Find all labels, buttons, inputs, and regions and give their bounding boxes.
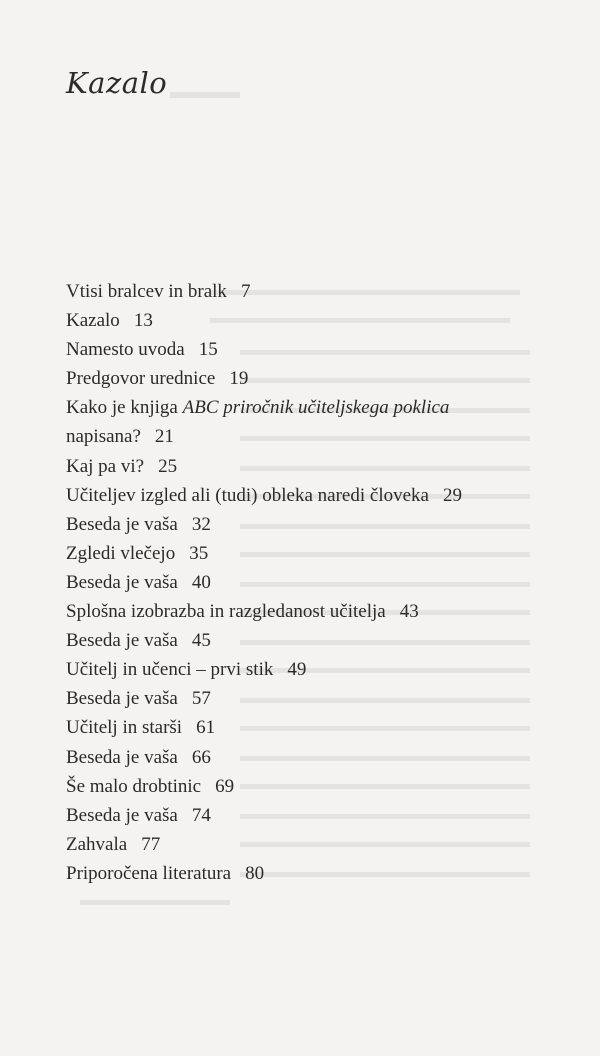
toc-entry-title: Še malo drobtinic bbox=[66, 775, 202, 797]
toc-entry-page: 7 bbox=[240, 281, 251, 302]
toc-entry-page: 61 bbox=[196, 717, 216, 739]
toc-entry-title: Učitelj in starši bbox=[66, 717, 183, 739]
toc-entry bbox=[66, 306, 566, 335]
toc-entry-title: napisana? bbox=[66, 426, 141, 448]
toc-entry-page: 13 bbox=[133, 310, 153, 332]
toc-entry-title: Zahvala bbox=[66, 833, 128, 855]
toc-entry-title: Kaj pa vi? bbox=[66, 455, 145, 477]
toc-entry bbox=[66, 364, 566, 393]
toc-entry bbox=[66, 452, 566, 481]
toc-entry-title: Beseda je vaša bbox=[66, 746, 178, 768]
toc-entry-title: Zgledi vlečejo bbox=[66, 542, 176, 564]
toc-entry bbox=[66, 772, 566, 801]
toc-entry bbox=[66, 801, 566, 830]
toc-entry-page: 77 bbox=[141, 833, 161, 855]
toc-entry-page: 69 bbox=[215, 775, 235, 797]
toc-entry-page: 80 bbox=[245, 862, 265, 884]
toc-entry bbox=[66, 655, 566, 684]
toc-entry bbox=[66, 335, 566, 364]
toc-entry-page: 15 bbox=[198, 339, 218, 361]
toc-entry-page: 43 bbox=[399, 601, 419, 623]
toc-entry bbox=[66, 539, 566, 568]
toc-entry-title: Beseda je vaša bbox=[66, 804, 178, 826]
toc-entry-page: 35 bbox=[189, 542, 209, 564]
toc-entry-title: Učitelj in učenci – prvi stik bbox=[66, 659, 274, 681]
toc-entry bbox=[66, 713, 566, 742]
toc-entry bbox=[66, 510, 566, 539]
toc-entry bbox=[66, 830, 566, 859]
toc-entry-title: Beseda je vaša bbox=[66, 571, 178, 593]
toc-entry-page: 19 bbox=[229, 368, 249, 390]
toc-entry bbox=[66, 597, 566, 626]
toc-entry-page: 74 bbox=[191, 804, 211, 826]
toc-entry-title: Beseda je vaša bbox=[66, 630, 178, 652]
toc-entry-title-italic: ABC priročnik učiteljskega poklica bbox=[182, 397, 450, 419]
toc-entry-title: Učiteljev izgled ali (tudi) obleka naredi človeka bbox=[66, 484, 429, 506]
toc-entry-title: Kazalo bbox=[66, 310, 120, 332]
toc-entry bbox=[66, 568, 566, 597]
toc-entry-title: Splošna izobrazba in razgledanost učitelja bbox=[66, 601, 386, 623]
toc-entry bbox=[66, 743, 566, 772]
toc-entry bbox=[66, 422, 566, 451]
toc-entry bbox=[66, 481, 566, 510]
page-title: Kazalo bbox=[66, 66, 168, 100]
toc-entry-page: 40 bbox=[191, 571, 211, 593]
toc-entry-title: Priporočena literatura bbox=[66, 862, 232, 884]
toc-entry bbox=[66, 626, 566, 655]
toc-entry bbox=[66, 277, 566, 306]
toc-entry-title: Vtisi bralcev in bralk bbox=[66, 281, 227, 302]
toc-entry-page: 32 bbox=[191, 513, 211, 535]
toc-entry-title: Kako je knjiga bbox=[66, 397, 183, 419]
toc-entry-page: 57 bbox=[191, 688, 211, 710]
toc-entry bbox=[66, 684, 566, 713]
toc-entry-page: 45 bbox=[191, 630, 211, 652]
table-of-contents bbox=[66, 277, 566, 888]
toc-entry-page: 66 bbox=[191, 746, 211, 768]
toc-entry-page: 29 bbox=[442, 484, 462, 506]
toc-entry-page: 21 bbox=[154, 426, 174, 448]
toc-entry-title: Beseda je vaša bbox=[66, 513, 178, 535]
toc-entry bbox=[66, 393, 566, 422]
toc-entry-title: Namesto uvoda bbox=[66, 339, 185, 361]
toc-entry-title: Predgovor urednice bbox=[66, 368, 216, 390]
toc-entry-title: Beseda je vaša bbox=[66, 688, 178, 710]
toc-entry-page: 49 bbox=[287, 659, 307, 681]
toc-entry-page: 25 bbox=[158, 455, 178, 477]
toc-entry bbox=[66, 859, 566, 888]
